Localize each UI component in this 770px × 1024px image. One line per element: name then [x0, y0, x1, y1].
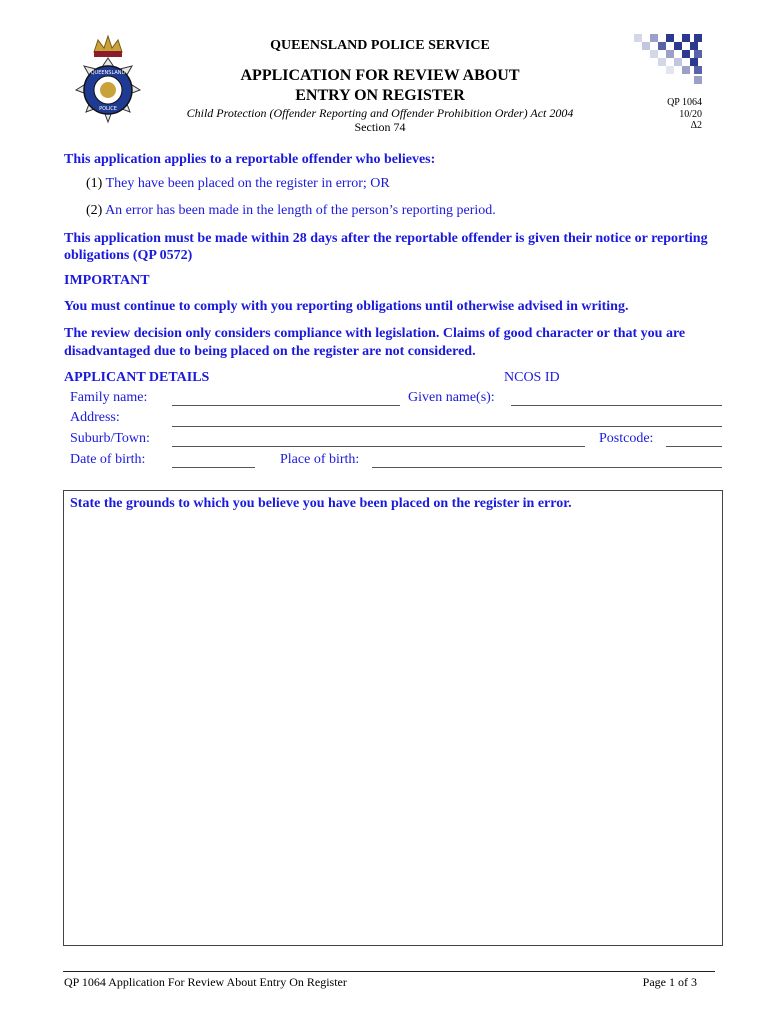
grounds-prompt: State the grounds to which you believe you have been placed on the register in error. — [70, 496, 572, 511]
family-name-field[interactable] — [172, 405, 400, 406]
qps-crest-logo — [66, 32, 150, 128]
suburb-label: Suburb/Town: — [70, 431, 150, 446]
act-citation: Child Protection (Offender Reporting and Offender Prohibition Order) Act 2004 — [186, 106, 574, 120]
svg-text:QUEENSLAND: QUEENSLAND — [90, 70, 126, 76]
form-version: Δ2 — [690, 120, 702, 131]
applicant-details-heading: APPLICANT DETAILS — [64, 370, 210, 385]
important-heading: IMPORTANT — [64, 273, 150, 288]
footer-form-title: QP 1064 Application For Review About Entry On Register — [64, 975, 347, 989]
list-item — [86, 176, 706, 192]
list-item-text: An error has been made in the length of the person’s reporting period. — [105, 203, 496, 218]
family-name-label: Family name: — [70, 390, 148, 405]
suburb-field[interactable] — [172, 446, 585, 447]
form-title-line2: ENTRY ON REGISTER — [295, 87, 465, 104]
list-item-text: They have been placed on the register in error; OR — [105, 176, 390, 191]
footer-rule — [63, 971, 715, 972]
grounds-box[interactable] — [63, 490, 723, 946]
given-names-field[interactable] — [511, 405, 722, 406]
dob-field[interactable] — [172, 467, 255, 468]
form-date: 10/20 — [679, 109, 702, 120]
form-code: QP 1064 — [667, 97, 702, 108]
list-item — [86, 203, 706, 219]
list-item-number: (2) — [86, 203, 103, 218]
agency-name: QUEENSLAND POLICE SERVICE — [270, 38, 490, 53]
footer-page-number: Page 1 of 3 — [642, 975, 697, 989]
postcode-label: Postcode: — [599, 431, 654, 446]
pob-label: Place of birth: — [280, 452, 360, 467]
list-item-number: (1) — [86, 176, 103, 191]
postcode-field[interactable] — [666, 446, 722, 447]
review-notice: The review decision only considers compliance with legislation. Claims of good character or that you are disadvantaged due to being placed on the register are not considered. — [64, 326, 686, 359]
comply-notice: You must continue to comply with you reporting obligations until otherwise advised in writing. — [64, 299, 629, 314]
section-reference: Section 74 — [354, 120, 406, 134]
ncos-id-label: NCOS ID — [504, 370, 560, 385]
form-title-line1: APPLICATION FOR REVIEW ABOUT — [240, 67, 520, 84]
address-label: Address: — [70, 410, 120, 425]
deadline-notice: This application must be made within 28 days after the reportable offender is given their notice or reporting obligations (QP 0572) — [64, 231, 708, 263]
svg-text:POLICE: POLICE — [99, 106, 117, 112]
given-names-label: Given name(s): — [408, 390, 495, 405]
dob-label: Date of birth: — [70, 452, 146, 467]
checker-decoration — [626, 32, 706, 86]
pob-field[interactable] — [372, 467, 722, 468]
address-field[interactable] — [172, 426, 722, 427]
applies-heading: This application applies to a reportable offender who believes: — [64, 152, 436, 167]
